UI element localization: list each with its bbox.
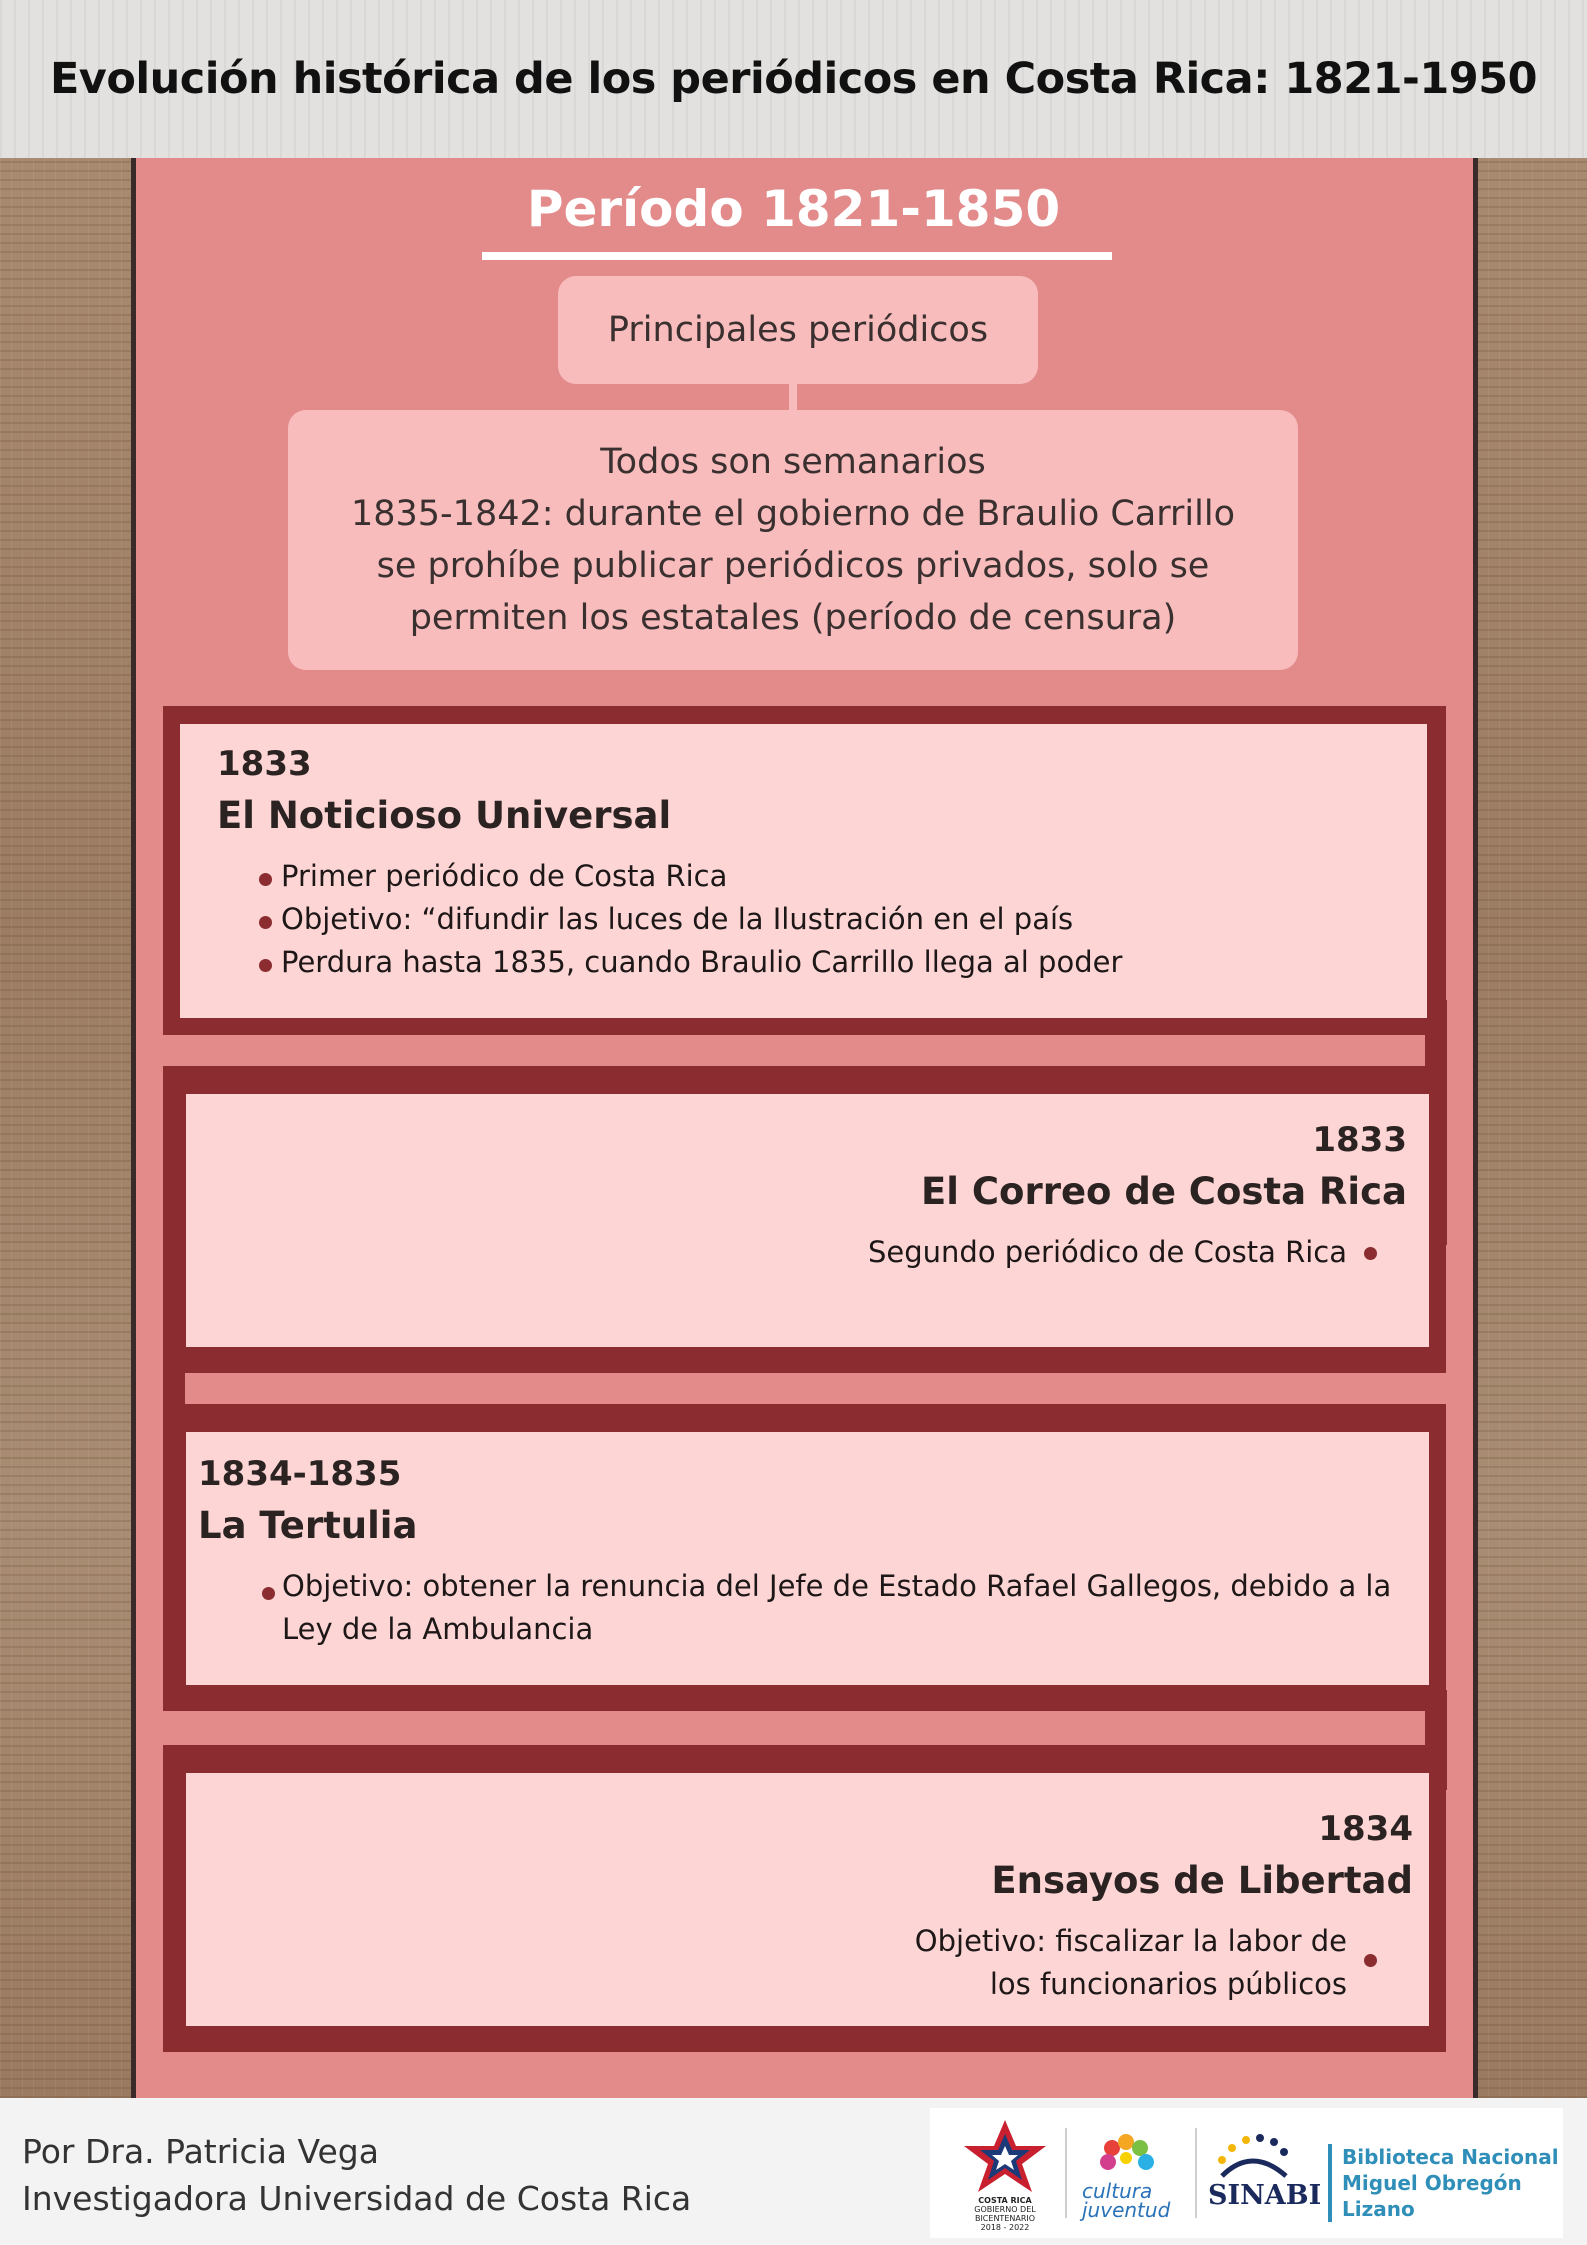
- page-footer: [0, 2098, 1587, 2245]
- card-name: La Tertulia: [198, 1504, 418, 1547]
- bullet-item: Perdura hasta 1835, cuando Braulio Carrillo llega al poder: [217, 941, 1427, 984]
- card-noticioso-universal: [180, 724, 1427, 1018]
- newspaper-background-right: [1477, 158, 1587, 2098]
- newspaper-background-left: [0, 158, 135, 2098]
- author-credit: [22, 2128, 691, 2222]
- card-year: 1833: [217, 744, 312, 784]
- flower-icon: [1072, 2128, 1182, 2178]
- card-la-tertulia: [186, 1432, 1429, 1685]
- card-name: El Correo de Costa Rica: [921, 1170, 1407, 1213]
- card-bullets: [186, 1231, 1407, 1274]
- bullet-dot-icon: [262, 1587, 275, 1600]
- card-name: Ensayos de Libertad: [991, 1859, 1413, 1902]
- institution-logos: [930, 2108, 1563, 2238]
- card-year: 1834: [1318, 1809, 1413, 1849]
- bullet-item: Primer periódico de Costa Rica: [217, 855, 1427, 898]
- cultura-juventud-logo: cultura juventud: [1072, 2128, 1192, 2228]
- principal-newspapers-box: [558, 276, 1038, 384]
- bullet-dot-icon: [259, 959, 272, 972]
- star-icon: [950, 2116, 1060, 2196]
- connector-line: [789, 384, 797, 412]
- card-correo-costa-rica: [186, 1094, 1429, 1347]
- card-bullets: [217, 855, 1427, 984]
- card-year: 1834-1835: [198, 1454, 402, 1494]
- card-name: El Noticioso Universal: [217, 794, 672, 837]
- author-affiliation: Investigadora Universidad de Costa Rica: [22, 2179, 692, 2218]
- card-bullets: [198, 1565, 1429, 1651]
- bullet-dot-icon: [259, 873, 272, 886]
- biblioteca-nacional-logo: Biblioteca Nacional Miguel Obregón Lizano: [1328, 2144, 1563, 2222]
- author-name: Por Dra. Patricia Vega: [22, 2132, 379, 2171]
- bullet-dot-icon: [259, 916, 272, 929]
- costa-rica-bicentenario-logo: COSTA RICA GOBIERNO DEL BICENTENARIO 2018 - 2022: [950, 2116, 1060, 2234]
- bullet-item: Objetivo: fiscalizar la labor de los funcionarios públicos: [886, 1920, 1413, 2006]
- card-ensayos-libertad: [186, 1773, 1429, 2026]
- period-title: Período 1821-1850: [526, 180, 1061, 238]
- period-note-line: Todos son semanarios: [600, 442, 986, 482]
- sunrise-icon: [1202, 2120, 1302, 2180]
- period-notes-box: [288, 410, 1298, 670]
- bullet-item: Segundo periódico de Costa Rica: [186, 1231, 1407, 1274]
- logo-divider: [1195, 2128, 1197, 2218]
- card-year: 1833: [1312, 1120, 1407, 1160]
- page-header: [0, 0, 1587, 158]
- bullet-dot-icon: [1364, 1954, 1377, 1967]
- page-title: Evolución histórica de los periódicos en Costa Rica: 1821-1950: [49, 54, 1538, 104]
- period-note-line: se prohíbe publicar periódicos privados, solo se: [376, 546, 1210, 586]
- principal-newspapers-label: Principales periódicos: [607, 310, 989, 350]
- logo-divider: [1065, 2128, 1067, 2218]
- card-bullets: [186, 1920, 1413, 2006]
- bullet-item: Objetivo: “difundir las luces de la Ilustración en el país: [217, 898, 1427, 941]
- period-note-line: permiten los estatales (período de censura): [409, 598, 1177, 638]
- period-title-underline: [482, 252, 1112, 260]
- bullet-item: Objetivo: obtener la renuncia del Jefe de Estado Rafael Gallegos, debido a la Ley de la Ambulancia: [198, 1565, 1409, 1651]
- bullet-dot-icon: [1364, 1247, 1377, 1260]
- period-note-line: 1835-1842: durante el gobierno de Braulio Carrillo: [350, 494, 1235, 534]
- sinabi-logo: SINABI: [1202, 2120, 1302, 2230]
